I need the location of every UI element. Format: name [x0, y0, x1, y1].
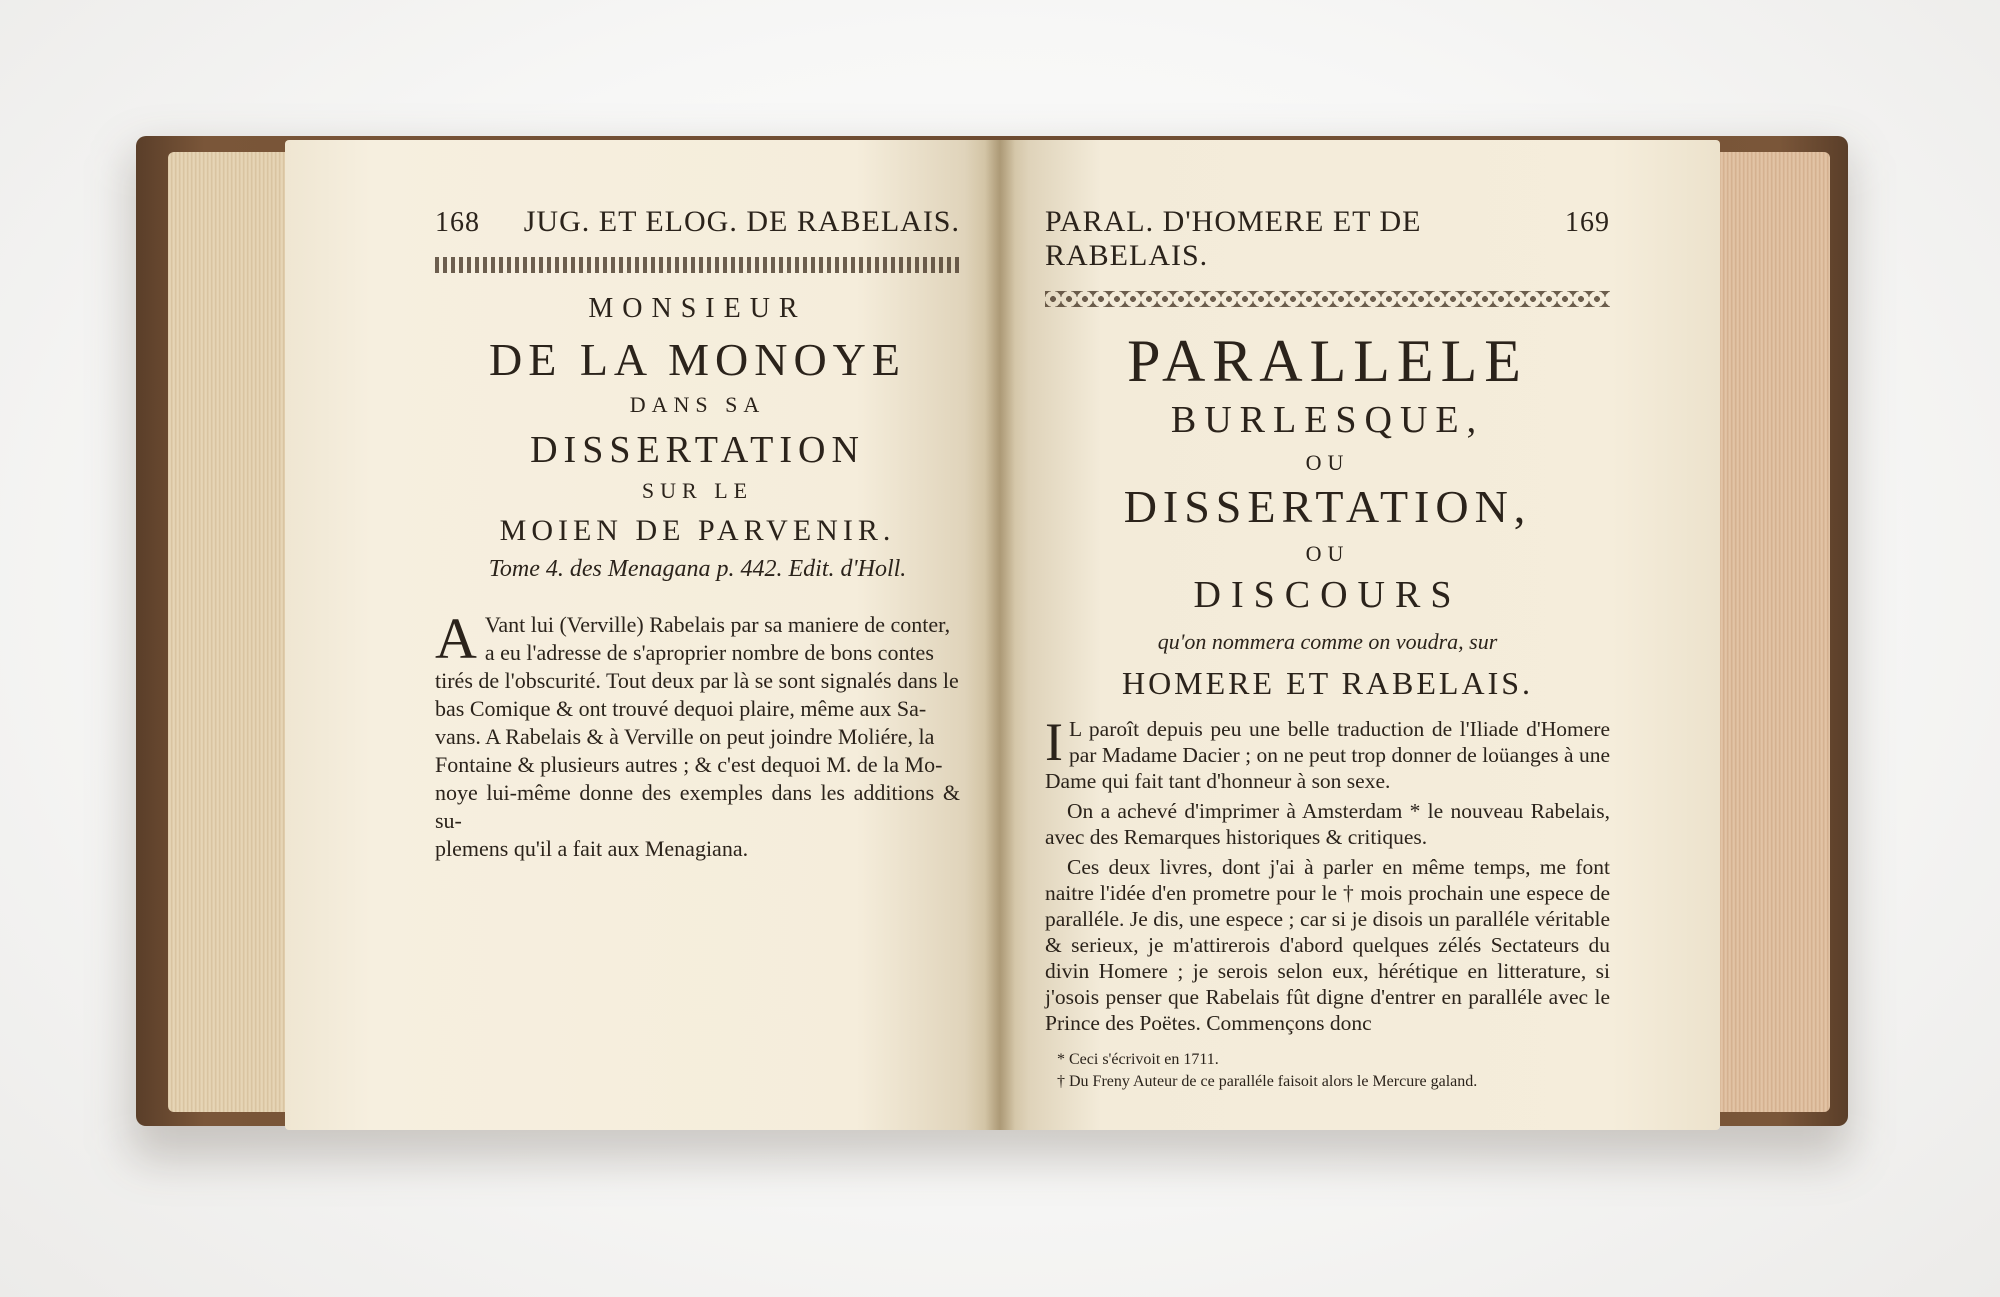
left-source-line: Tome 4. des Menagana p. 442. Edit. d'Holl. — [488, 556, 907, 582]
footnote-2: † Du Freny Auteur de ce paralléle faisoit alors le Mercure galand. — [1057, 1073, 1478, 1090]
right-title-line-3: OU — [1305, 450, 1350, 475]
left-running-title: JUG. ET ELOG. DE RABELAIS. — [523, 205, 960, 238]
book-gutter — [985, 140, 1015, 1130]
left-title-line-3: DANS SA — [629, 392, 766, 417]
right-folio: 169 — [1565, 207, 1610, 238]
right-body — [1045, 712, 1610, 1036]
left-title-line-6: MOIEN DE PARVENIR. — [499, 514, 896, 547]
left-title-line-4: DISSERTATION — [530, 429, 865, 471]
right-drop-cap: I — [1045, 712, 1063, 772]
footnote-1: * Ceci s'écrivoit en 1711. — [1057, 1051, 1219, 1068]
right-title-line-5: OU — [1305, 541, 1350, 566]
right-title-line-8: HOMERE ET RABELAIS. — [1121, 665, 1534, 701]
left-title-line-1: MONSIEUR — [588, 293, 807, 324]
left-paragraph — [435, 606, 960, 863]
right-title-line-6: DISCOURS — [1193, 574, 1462, 616]
left-para-line: noye lui-même donne des exemples dans les additions & su- — [435, 780, 960, 833]
left-running-head — [435, 205, 960, 239]
right-title-line-4: DISSERTATION, — [1123, 481, 1532, 532]
left-para-line: a eu l'adresse de s'aproprier nombre de bons contes — [484, 640, 934, 665]
right-paragraph-1-text: L paroît depuis peu une belle traduction de l'Iliade d'Homere par Madame Dacier ; on ne peut trop donner de loüanges à une Dame qui fait tant d'honneur à son sexe. — [1045, 717, 1610, 793]
page-edges-left — [168, 152, 298, 1112]
left-para-line: Vant lui (Verville) Rabelais par sa maniere de conter, — [484, 612, 951, 637]
left-drop-cap: A — [435, 606, 477, 671]
left-page — [285, 140, 1000, 1130]
left-ornament-band — [435, 257, 960, 273]
right-paragraph-2: On a achevé d'imprimer à Amsterdam * le nouveau Rabelais, avec des Remarques historiques & critiques. — [1045, 799, 1610, 849]
left-para-line: vans. A Rabelais & à Verville on peut joindre Moliére, la — [435, 724, 935, 749]
right-title-line-1: PARALLELE — [1127, 328, 1528, 394]
left-folio: 168 — [435, 207, 480, 238]
right-paragraph-3: Ces deux livres, dont j'ai à parler en même temps, me font naitre l'idée d'en prometre pour le † mois prochain une espece de paralléle. Je dis, une espece ; car si je disois un paralléle véritable & serieux, je m'attirerois d'abord quelques zélés Sectateurs du divin Homere ; je serois selon eux, hérétique en litterature, si j'osois penser que Rabelais fût digne d'entrer en paralléle avec le Prince des Poëtes. Commençons donc — [1045, 855, 1610, 1035]
left-para-line: bas Comique & ont trouvé dequoi plaire, même aux Sa- — [435, 696, 927, 721]
left-para-line: plemens qu'il a fait aux Menagiana. — [435, 836, 749, 861]
left-title-line-5: SUR LE — [641, 478, 754, 503]
right-ornament-band — [1045, 291, 1610, 307]
right-title-line-7: qu'on nommera comme on voudra, sur — [1157, 629, 1498, 654]
right-title-line-2: BURLESQUE, — [1170, 399, 1485, 441]
right-paragraph-1 — [1045, 712, 1610, 794]
right-running-head — [1045, 205, 1610, 273]
left-title-line-2: DE LA MONOYE — [489, 334, 906, 385]
left-para-line: tirés de l'obscurité. Tout deux par là se sont signalés dans le — [435, 668, 959, 693]
right-page — [1000, 140, 1720, 1130]
right-running-title: PARAL. D'HOMERE ET DE RABELAIS. — [1045, 205, 1422, 272]
right-footnotes — [1045, 1050, 1610, 1092]
left-para-line: Fontaine & plusieurs autres ; & c'est dequoi M. de la Mo- — [435, 752, 943, 777]
